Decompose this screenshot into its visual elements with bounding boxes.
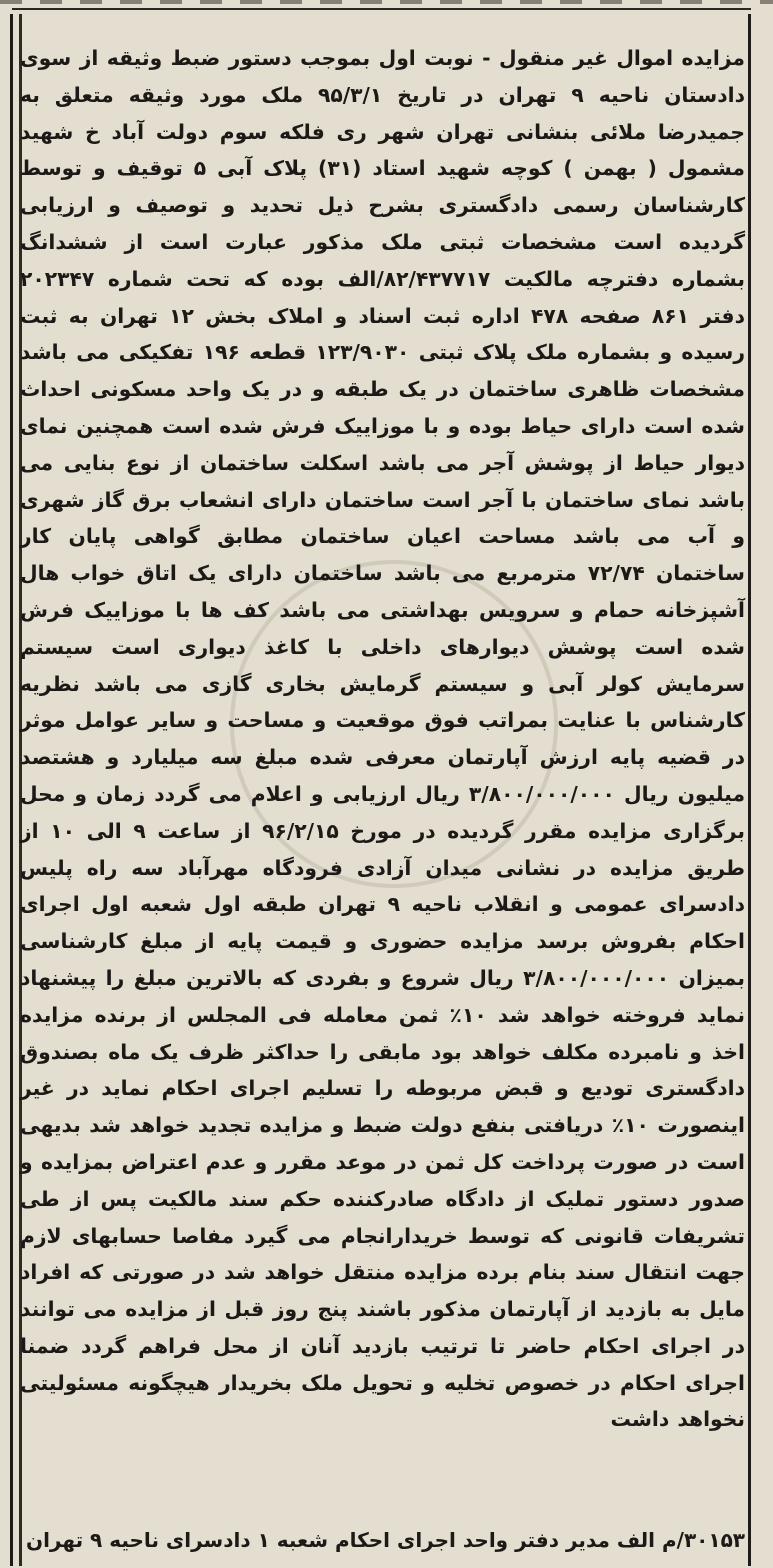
auction-notice-body: مزایده اموال غیر منقول - نوبت اول بموجب دستور ضبط وثیقه از سوی دادستان ناحیه ۹ تهران در تاریخ ۹۵/۳/۱ ملک مورد وثیقه متعلق به جمیدرضا ملائی بنشانی تهران شهر ری فلکه سوم دولت آباد خ شهید مشمول ( بهمن ) کوچه شهید استاد (۳۱) پلاک آبی ۵ توقیف و توسط کارشناسان رسمی دادگستری بشرح ذیل تحدید و توصیف و ارزیابی گردیده است مشخصات ثبتی ملک مذکور عبارت است از ششدانگ بشماره دفترچه مالکیت ۸۲/۴۳۷۷۱۷/الف بوده که تحت شماره ۲۰۲۳۴۷ دفتر ۸۶۱ صفحه ۴۷۸ اداره ثبت اسناد و املاک بخش ۱۲ تهران به ثبت رسیده و بشماره ملک پلاک ثبتی ۱۲۳/۹۰۳۰ قطعه ۱۹۶ تفکیکی می باشد مشخصات ظاهری ساختمان در یک طبقه و در یک واحد مسکونی احداث شده است دارای حیاط بوده و با موزاییک فرش شده است همچنین نمای دیوار حیاط از پوشش آجر می باشد اسکلت ساختمان از نوع بنایی می باشد نمای ساختمان با آجر است ساختمان دارای انشعاب برق گاز شهری و آب می باشد مساحت اعیان ساختمان مطابق گواهی پایان کار ساختمان ۷۲/۷۴ مترمربع می باشد ساختمان دارای یک اتاق خواب هال آشپزخانه حمام و سرویس بهداشتی می باشد کف ها با موزاییک فرش شده است پوشش دیوارهای داخلی با کاغذ دیواری است سیستم سرمایش کولر آبی و سیستم گرمایش بخاری گازی می باشد نظریه کارشناس با عنایت بمراتب فوق موقعیت و مساحت و سایر عوامل موثر در قضیه پایه ارزش آپارتمان معرفی شده مبلغ سه میلیارد و هشتصد میلیون ریال ۳/۸۰۰/۰۰۰/۰۰۰ ریال ارزیابی و اعلام می گردد زمان و محل برگزاری مزایده مقرر گردیده در مورخ ۹۶/۲/۱۵ از ساعت ۹ الی ۱۰ از طریق مزایده در نشانی میدان آزادی فرودگاه مهرآباد سه راه پلیس دادسرای عمومی و انقلاب ناحیه ۹ تهران طبقه اول شعبه اول اجرای احکام بفروش برسد مزایده حضوری و قیمت پایه از مبلغ کارشناسی بمیزان ۳/۸۰۰/۰۰۰/۰۰۰ ریال شروع و بفردی که بالاترین مبلغ را پیشنهاد نماید فروخته خواهد شد ۱۰٪ ثمن معامله فی المجلس از برنده مزایده اخذ و نامبرده مکلف خواهد بود مابقی را حداکثر ظرف یک ماه بصندوق دادگستری تودیع و قبض مربوطه را تسلیم اجرای احکام نماید در غیر اینصورت ۱۰٪ دریافتی بنفع دولت ضبط و مزایده تجدید خواهد شد بدیهی است در صورت پرداخت کل ثمن در موعد مقرر و عدم اعتراض بمزایده و صدور دستور تملیک از دادگاه صادرکننده حکم سند مالکیت پس از طی تشریفات قانونی که توسط خریدارانجام می گیرد مفاصا حسابهای لازم جهت انتقال سند بنام برده مزایده منتقل خواهد شد در صورتی که افراد مایل به بازدید از آپارتمان مذکور باشند پنج روز قبل از مزایده می توانند در اجرای احکام حاضر تا ترتیب بازدید آنان از محل فراهم گردد ضمنا اجرای احکام در خصوص تخلیه و تحویل ملک بخریدار هیچگونه مسئولیتی نخواهد داشت bbox=[20, 46, 746, 1432]
top-rule bbox=[12, 0, 751, 10]
notice-footer-signature: ۳۰۱۵۳/م الف مدیر دفتر واحد اجرای احکام شعبه ۱ دادسرای ناحیه ۹ تهران bbox=[26, 1528, 745, 1552]
